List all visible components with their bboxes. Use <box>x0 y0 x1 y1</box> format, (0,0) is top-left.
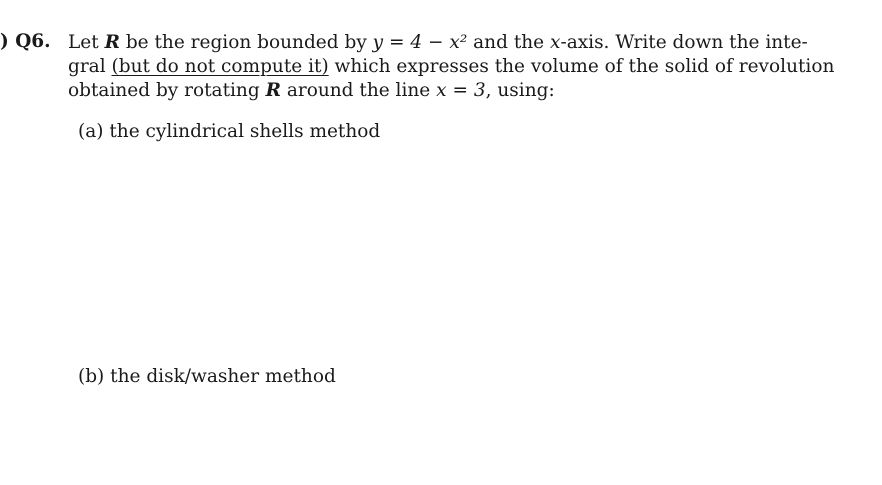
text-run: be the region bounded by <box>119 32 373 53</box>
underlined-instruction: (but do not compute it) <box>111 56 329 77</box>
text-run: -axis. Write down the inte- <box>560 32 808 53</box>
text-run: , using: <box>485 80 555 101</box>
part-a: (a) the cylindrical shells method <box>78 121 381 142</box>
text-run: gral <box>68 56 112 77</box>
part-b: (b) the disk/washer method <box>78 366 336 387</box>
axis-line-equation: x = 3 <box>436 80 486 101</box>
region-symbol: R <box>104 32 120 53</box>
curve-equation: y = 4 − x² <box>372 32 468 53</box>
question-line-3 <box>68 79 555 103</box>
text-run: and the <box>467 32 550 53</box>
question-label: ) Q6. <box>0 31 51 52</box>
text-run: around the line <box>280 80 437 101</box>
axis-variable: x <box>550 32 561 53</box>
question-line-2 <box>68 55 834 79</box>
text-run: which expresses the volume of the solid of revolution <box>328 56 835 77</box>
text-run: Let <box>68 32 105 53</box>
region-symbol: R <box>265 80 281 101</box>
text-run: obtained by rotating <box>68 80 266 101</box>
question-line-1 <box>68 31 808 55</box>
